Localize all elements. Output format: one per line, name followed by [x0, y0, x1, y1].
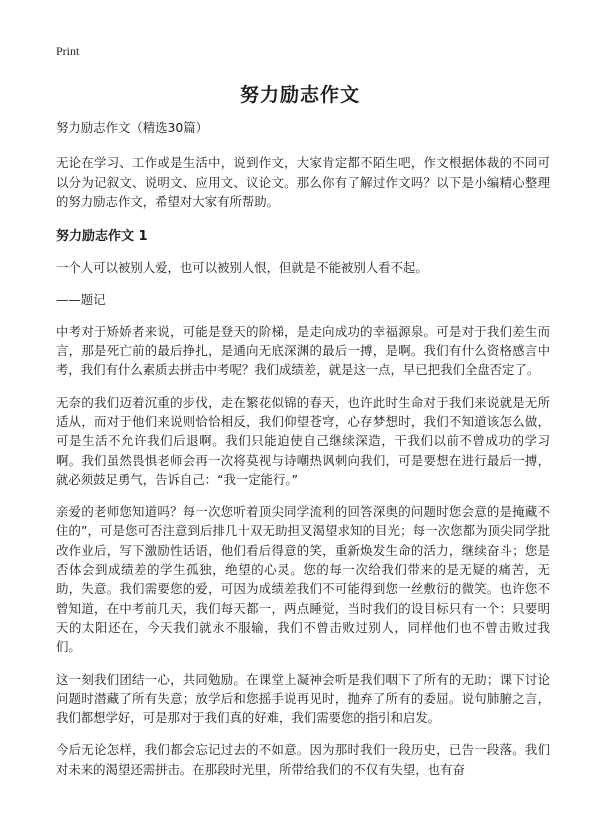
body-paragraph: 今后无论怎样，我们都会忘记过去的不如意。因为那时我们一段历史，已告一段落。我们对未来的渴望还需拼击。在那段时光里，所带给我们的不仅有失望，也有奋 — [56, 742, 550, 777]
article-subtitle: 努力励志作文（精选30篇） — [56, 120, 209, 135]
body-paragraph: 中考对于矫娇者来说，可能是登天的阶梯，是走向成功的幸福源泉。可是对于我们差生而言，那是死亡前的最后挣扎，是通向无底深渊的最后一搏，是啊。我们有什么资格感言中考，我们有什么素质去拼击中考呢？我们成绩差，就是这一点，早已把我们全盘否定了。 — [56, 323, 550, 378]
article-body — [56, 118, 550, 792]
body-paragraph: 无奈的我们迈着沉重的步伐，走在繁花似锦的春天，也许此时生命对于我们来说就是无所适从，而对于他们来说则恰恰相反，我们仰望苍穹，心存梦想时，我们不知道该怎么做，可是生活不允许我们后退啊。我们只能迫使自己继续深造，干我们以前不曾成功的学习啊。我们虽然畏惧老师会再一次将莫视与诗嘲热讽刺向我们，可是要想在进行最后一搏，就必须鼓足勇气，告诉自己：“我一定能行。” — [56, 394, 550, 487]
body-paragraph: 亲爱的老师您知道吗？每一次您听着顶尖同学流利的回答深奥的问题时您会意的是掩藏不住的”，可是您可否注意到后排几十双无助担叉渴望求知的目光；每一次您都为顶尖同学批改作业后，写下激励性话语，他们看后得意的笑，重新焕发生命的活力，继续奋斗；您是否体会到成绩差的学生孤独，绝望的心灵。您的每一次给我们带来的是无疑的痛苦，无助，失意。我们需要您的爱，可因为成绩差我们不可能得到您一丝敷衍的微笑。也许您不曾知道，在中考前几天，我们每天都一，两点睡觉，当时我们的设目标只有一个：只要明天的太阳还在，今天我们就永不服输，我们不曾击败过别人，同样他们也不曾击败过我们。 — [56, 504, 550, 655]
section-heading: 努力励志作文 1 — [56, 229, 148, 245]
epigraph-source: ——题记 — [56, 292, 106, 308]
print-link[interactable]: Print — [56, 44, 80, 58]
page-title: 努力励志作文 — [239, 84, 360, 106]
body-paragraph: 这一刻我们团结一心，共同勉励。在课堂上凝神会听是我们咽下了所有的无助；课下讨论问题时潜藏了所有失意；放学后和您摇手说再见时，抛弃了所有的委屈。说句肺腑之言，我们都想学好，可是那对于我们真的好难，我们需要您的指引和启发。 — [56, 671, 550, 726]
epigraph-quote: 一个人可以被别人爱，也可以被别人恨，但就是不能被别人看不起。 — [56, 260, 428, 276]
intro-paragraph: 无论在学习、工作或是生活中，说到作文，大家肯定都不陌生吧，作文根据体裁的不同可以分为记叙文、说明文、应用文、议论文。那么你有了解过作文吗？以下是小编精心整理的努力励志作文，希望对大家有所帮助。 — [56, 155, 550, 209]
